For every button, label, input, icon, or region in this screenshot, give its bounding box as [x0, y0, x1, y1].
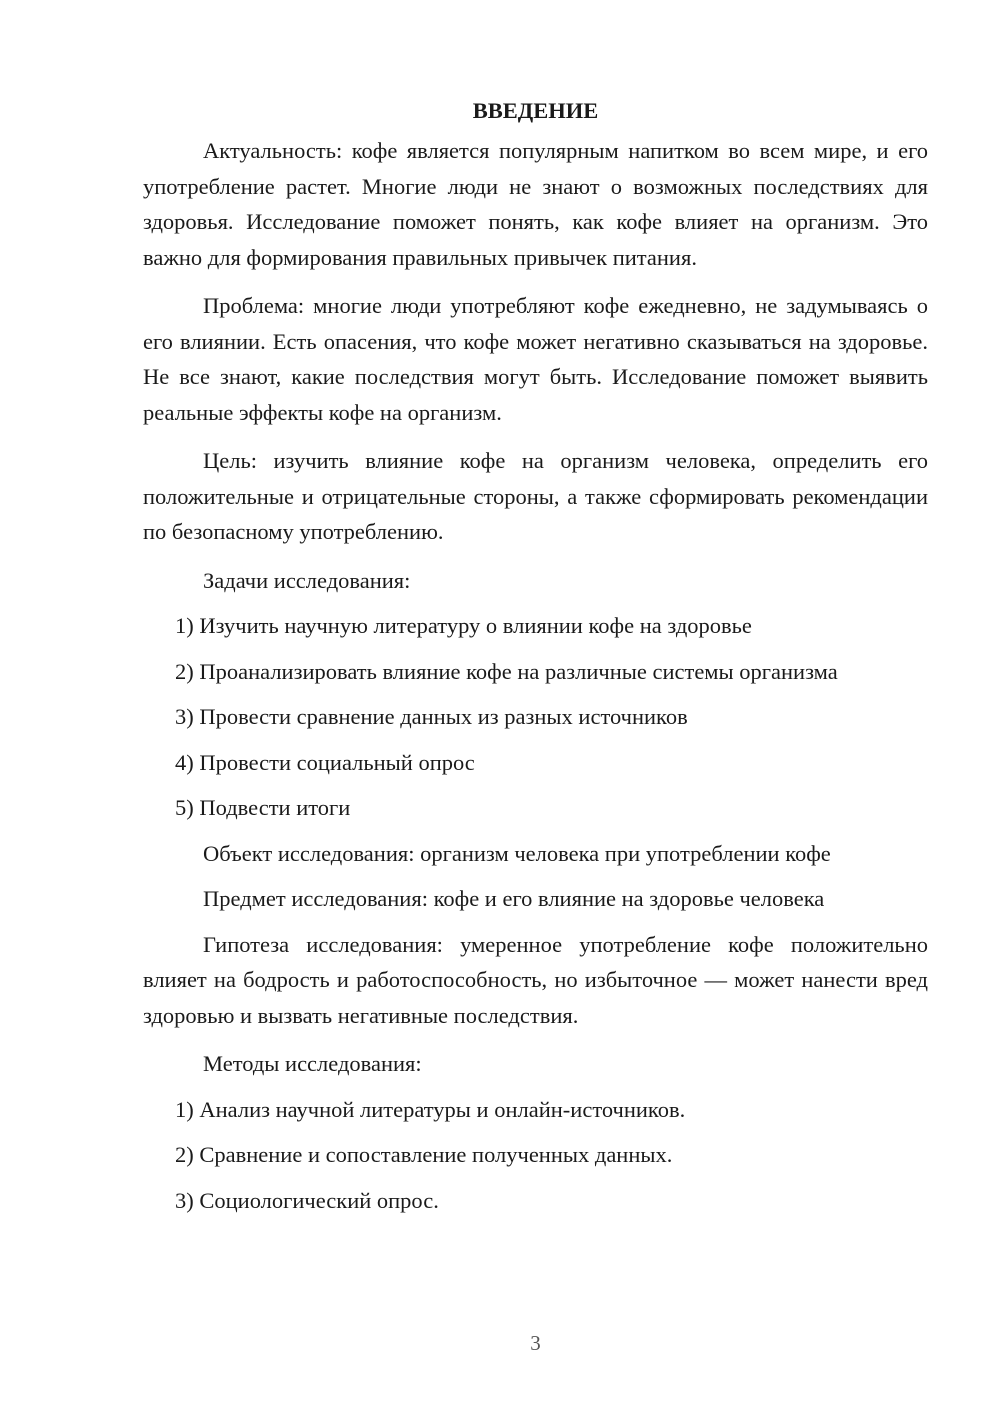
object-line: Объект исследования: организм человека при употреблении кофе: [203, 840, 831, 866]
document-body: [143, 93, 928, 1228]
tasks-title: Задачи исследования:: [203, 567, 411, 593]
page-number: 3: [530, 1331, 541, 1355]
task-item: 3) Провести сравнение данных из разных источников: [175, 704, 688, 729]
goal-paragraph: Цель: изучить влияние кофе на организм человека, определить его положительные и отрицательные стороны, а также сформировать рекомендации по безопасному употреблению.: [143, 448, 928, 544]
relevance-paragraph: Актуальность: кофе является популярным напитком во всем мире, и его употребление растет. Многие люди не знают о возможных последствиях для здоровья. Исследование поможет понять, как кофе влияет на организм. Это важно для формирования правильных привычек питания.: [143, 138, 928, 270]
section-heading: ВВЕДЕНИЕ: [472, 98, 599, 123]
hypothesis-paragraph: Гипотеза исследования: умеренное употребление кофе положительно влияет на бодрость и работоспособность, но избыточное — может нанести вред здоровью и вызвать негативные последствия.: [143, 931, 928, 1028]
method-item: 1) Анализ научной литературы и онлайн-источников.: [175, 1096, 686, 1122]
method-item: 2) Сравнение и сопоставление полученных данных.: [175, 1142, 673, 1167]
task-item: 4) Провести социальный опрос: [175, 749, 475, 775]
subject-line: Предмет исследования: кофе и его влияние на здоровье человека: [203, 886, 825, 911]
problem-paragraph: Проблема: многие люди употребляют кофе ежедневно, не задумываясь о его влиянии. Есть опасения, что кофе может негативно сказываться на здоровье. Не все знают, какие последствия могут быть. Исследование поможет выявить реальные эффекты кофе на организм.: [143, 293, 928, 425]
task-item: 1) Изучить научную литературу о влиянии кофе на здоровье: [175, 613, 752, 638]
methods-title: Методы исследования:: [203, 1051, 422, 1076]
task-item: 2) Проанализировать влияние кофе на различные системы организма: [175, 658, 838, 684]
method-item: 3) Социологический опрос.: [175, 1187, 439, 1213]
task-item: 5) Подвести итоги: [175, 795, 351, 820]
